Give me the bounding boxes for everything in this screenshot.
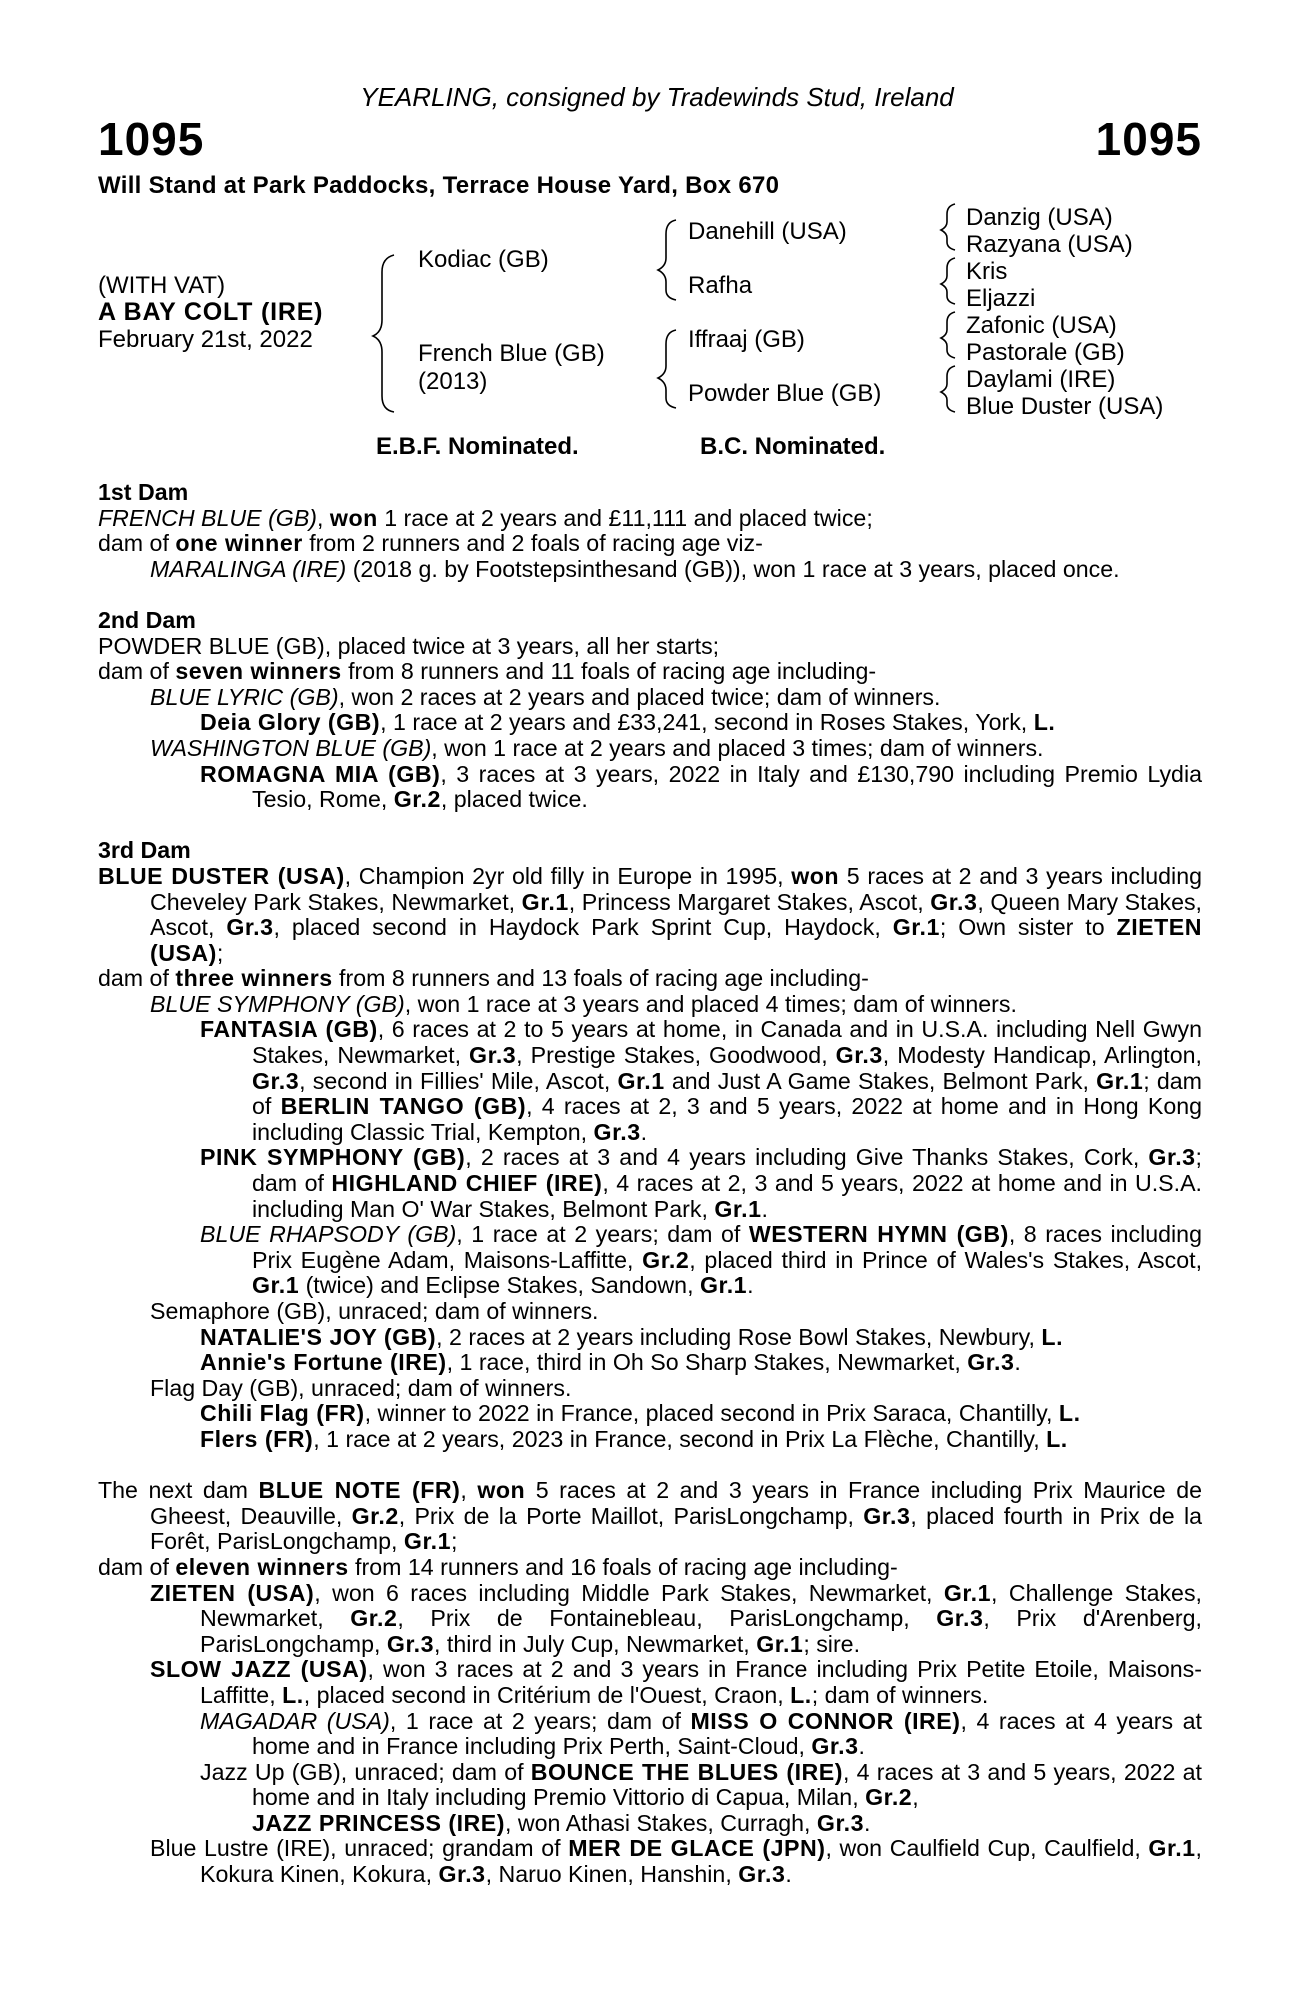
vat-note: (WITH VAT) <box>98 272 226 299</box>
next-dam-produce: dam of eleven winners from 14 runners and 16 foals of racing age including- <box>98 1553 898 1580</box>
produce-entry: Flag Day (GB), unraced; dam of winners. <box>150 1374 572 1401</box>
lot-number-left: 1095 <box>98 113 205 165</box>
pedigree-braces <box>0 0 1314 460</box>
produce-entry: Flers (FR), 1 race at 2 years, 2023 in France, second in Prix La Flèche, Chantilly, L. <box>200 1425 1068 1452</box>
bc-nominated: B.C. Nominated. <box>700 433 886 460</box>
horse-name: A BAY COLT (IRE) <box>98 298 324 326</box>
produce-entry: Annie's Fortune (IRE), 1 race, third in Oh So Sharp Stakes, Newmarket, Gr.3. <box>200 1349 1021 1376</box>
catalogue-body <box>98 480 1202 1888</box>
produce-entry: BLUE RHAPSODY (GB), 1 race at 2 years; dam of WESTERN HYMN (GB), 8 races including Prix Eugène Adam, Maisons-Laffitte, Gr.2, placed third in Prince of Wales's Stakes, Ascot, Gr.1 (twice) and Eclipse Stakes, Sandown, Gr.1. <box>200 1221 1203 1299</box>
produce-entry: BLUE SYMPHONY (GB), won 1 race at 3 years and placed 4 times; dam of winners. <box>150 990 1017 1017</box>
sire-name: Kodiac (GB) <box>418 246 549 273</box>
gen3-sds: Kris <box>966 258 1008 285</box>
first-dam-line: FRENCH BLUE (GB), won 1 race at 2 years and £11,111 and placed twice; <box>98 504 873 531</box>
dam-name: French Blue (GB) <box>418 340 605 367</box>
produce-entry: Jazz Up (GB), unraced; dam of BOUNCE THE BLUES (IRE), 4 races at 3 and 5 years, 2022 at home and in Italy including Premio Vittorio di Capua, Milan, Gr.2, <box>200 1758 1202 1811</box>
second-dam-heading: 2nd Dam <box>98 606 196 633</box>
gen3-ssd: Razyana (USA) <box>966 231 1133 258</box>
first-dam-produce: dam of one winner from 2 runners and 2 foals of racing age viz- <box>98 530 763 557</box>
gen3-dss: Zafonic (USA) <box>966 312 1117 339</box>
produce-entry: Chili Flag (FR), winner to 2022 in France, placed second in Prix Saraca, Chantilly, L. <box>200 1400 1081 1427</box>
produce-entry: Deia Glory (GB), 1 race at 2 years and £33,241, second in Roses Stakes, York, L. <box>200 709 1056 736</box>
produce-entry: SLOW JAZZ (USA), won 3 races at 2 and 3 years in France including Prix Petite Etoile, Maisons-Laffitte, L., placed second in Critérium de l'Ouest, Craon, L.; dam of winners. <box>150 1656 1202 1708</box>
sire-sire: Danehill (USA) <box>688 218 847 245</box>
gen3-sss: Danzig (USA) <box>966 204 1113 231</box>
dam-dam: Powder Blue (GB) <box>688 380 882 407</box>
gen3-ddd: Blue Duster (USA) <box>966 393 1164 420</box>
produce-entry: PINK SYMPHONY (GB), 2 races at 3 and 4 years including Give Thanks Stakes, Cork, Gr.3; dam of HIGHLAND CHIEF (IRE), 4 races at 2, 3 and 5 years, 2022 at home and in U.S.A. including Man O' War Stakes, Belmont Park, Gr.1. <box>200 1144 1202 1222</box>
first-dam-heading: 1st Dam <box>98 479 189 505</box>
next-dam-line: The next dam BLUE NOTE (FR), won 5 races at 2 and 3 years in France including Prix Maurice de Gheest, Deauville, Gr.2, Prix de la Porte Maillot, ParisLongchamp, Gr.3, placed fourth in Prix de la Forêt, ParisLongchamp, Gr.1; <box>98 1477 1202 1555</box>
produce-entry: JAZZ PRINCESS (IRE), won Athasi Stakes, Curragh, Gr.3. <box>252 1809 871 1836</box>
produce-entry: MARALINGA (IRE) (2018 g. by Footstepsinthesand (GB)), won 1 race at 3 years, placed once. <box>150 555 1120 582</box>
stand-location: Will Stand at Park Paddocks, Terrace House Yard, Box 670 <box>98 172 780 199</box>
produce-entry: FANTASIA (GB), 6 races at 2 to 5 years at home, in Canada and in U.S.A. including Nell Gwyn Stakes, Newmarket, Gr.3, Prestige Stakes, Goodwood, Gr.3, Modesty Handicap, Arlington, Gr.3, second in Fillies' Mile, Ascot, Gr.1 and Just A Game Stakes, Belmont Park, Gr.1; dam of BERLIN TANGO (GB), 4 races at 2, 3 and 5 years, 2022 at home and in Hong Kong including Classic Trial, Kempton, Gr.3. <box>200 1016 1203 1145</box>
dam-sire: Iffraaj (GB) <box>688 326 805 353</box>
second-dam-produce: dam of seven winners from 8 runners and 11 foals of racing age including- <box>98 658 877 685</box>
sire-dam: Rafha <box>688 272 753 299</box>
second-dam-line: POWDER BLUE (GB), placed twice at 3 years, all her starts; <box>98 632 720 659</box>
gen3-dds: Daylami (IRE) <box>966 366 1116 393</box>
foaled-date: February 21st, 2022 <box>98 326 313 353</box>
produce-entry: WASHINGTON BLUE (GB), won 1 race at 2 years and placed 3 times; dam of winners. <box>150 734 1044 761</box>
ebf-nominated: E.B.F. Nominated. <box>376 433 579 460</box>
produce-entry: Blue Lustre (IRE), unraced; grandam of MER DE GLACE (JPN), won Caulfield Cup, Caulfield, Gr.1, Kokura Kinen, Kokura, Gr.3, Naruo Kinen, Hanshin, Gr.3. <box>150 1835 1202 1888</box>
produce-entry: NATALIE'S JOY (GB), 2 races at 2 years including Rose Bowl Stakes, Newbury, L. <box>200 1323 1064 1350</box>
third-dam-line: BLUE DUSTER (USA), Champion 2yr old filly in Europe in 1995, won 5 races at 2 and 3 years including Cheveley Park Stakes, Newmarket, Gr.1, Princess Margaret Stakes, Ascot, Gr.3, Queen Mary Stakes, Ascot, Gr.3, placed second in Haydock Park Sprint Cup, Haydock, Gr.1; Own sister to ZIETEN (USA); <box>98 862 1202 966</box>
produce-entry: MAGADAR (USA), 1 race at 2 years; dam of MISS O CONNOR (IRE), 4 races at 4 years at home and in France including Prix Perth, Saint-Cloud, Gr.3. <box>200 1707 1203 1760</box>
produce-entry: ZIETEN (USA), won 6 races including Middle Park Stakes, Newmarket, Gr.1, Challenge Stakes, Newmarket, Gr.2, Prix de Fontainebleau, ParisLongchamp, Gr.3, Prix d'Arenberg, ParisLongchamp, Gr.3, third in July Cup, Newmarket, Gr.1; sire. <box>150 1579 1202 1657</box>
produce-entry: ROMAGNA MIA (GB), 3 races at 3 years, 2022 in Italy and £130,790 including Premio Lydia Tesio, Rome, Gr.2, placed twice. <box>200 760 1202 813</box>
gen3-dsd: Pastorale (GB) <box>966 339 1125 366</box>
third-dam-heading: 3rd Dam <box>98 837 191 864</box>
consignment-line: YEARLING, consigned by Tradewinds Stud, Ireland <box>360 82 954 112</box>
third-dam-produce: dam of three winners from 8 runners and 13 foals of racing age including- <box>98 965 869 992</box>
produce-entry: Semaphore (GB), unraced; dam of winners. <box>150 1298 599 1324</box>
dam-year: (2013) <box>418 368 488 395</box>
gen3-sdd: Eljazzi <box>966 285 1036 312</box>
produce-entry: BLUE LYRIC (GB), won 2 races at 2 years and placed twice; dam of winners. <box>150 683 941 710</box>
lot-number-right: 1095 <box>1095 113 1202 165</box>
